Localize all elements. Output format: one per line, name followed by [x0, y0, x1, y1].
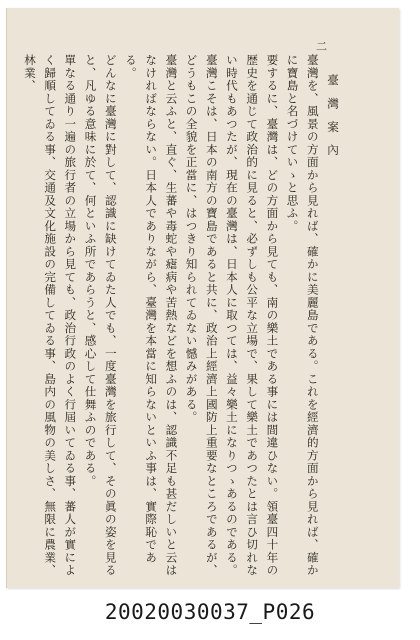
paragraph: 臺灣を、風景の方面から見れば、確かに美麗島である。これを經濟的方面から見れば、確かに寶島と名づけていゝと思ふ。: [285, 54, 320, 577]
document-page: [6, 8, 399, 588]
page-number: 二: [316, 40, 327, 53]
image-id-caption: 20020030037_P026: [104, 600, 316, 624]
paragraph: どんなに臺灣に對して、認識に缺けてゐた人でも、一度臺灣を旅行して、その眞の姿を見ると、凡ゆる意味に於て、何といふ所であらうと、感心して仕舞ふのである。: [83, 54, 118, 577]
paragraph: 單なる通り一遍の旅行者の立場から見ても、政治行政のよく行屆いてゐる事、蕃人が實によく歸順してゐる事、交通及文化施設の完備してゐる事、島内の風物の美しさ、無限に農業、林業、: [22, 54, 78, 577]
paragraph: 臺灣と云ふと、直ぐ、生蕃や毒蛇や瘧病や苦熱などを想ふのは、認識不足も甚だしいと云はなければならない。日本人でありながら、臺灣を本當に知らないといふ事は、實際恥である。: [123, 54, 179, 577]
body-text: [22, 54, 343, 580]
running-heading: 臺 灣 案 內: [326, 74, 340, 160]
paragraph: 要するに、臺灣は、どの方面から見ても、南の樂土である事には間違ひない。領臺四十年の歴史を通じて政治的に見ると、必ずしも公平な立場で、果して樂土であつたとは言ひ切れない時代もあつたが、現在の臺灣は、日本人に取つては、益々樂土になりつゝあるのである。: [224, 54, 280, 577]
paragraph: 臺灣こそは、日本の南方の寶島であると共に、政治上經濟上國防上重要なところであるが、どうもこの全貌を正當に、はつきり知られてゐない憾みがある。: [184, 54, 219, 577]
